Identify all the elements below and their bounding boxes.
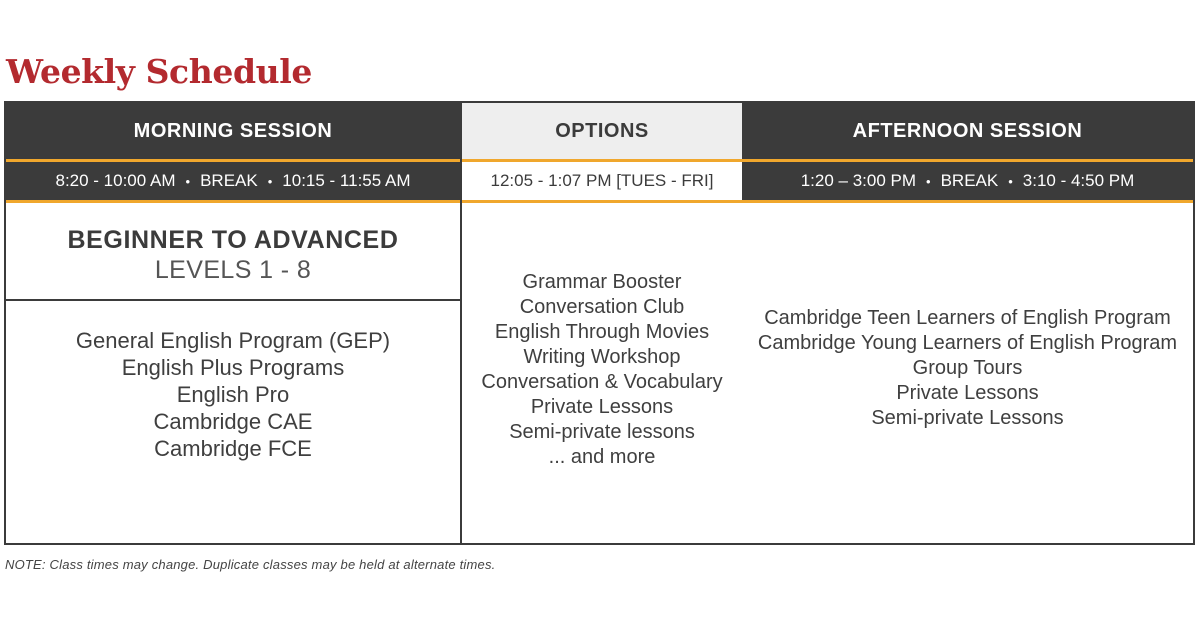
list-item: ... and more	[548, 446, 656, 468]
options-heading: OPTIONS	[462, 103, 742, 159]
list-item: Conversation Club	[519, 296, 685, 318]
schedule-note: NOTE: Class times may change. Duplicate classes may be held at alternate times.	[5, 557, 496, 572]
options-list	[481, 270, 722, 476]
list-item: English Plus Programs	[121, 355, 345, 380]
list-item: Cambridge Teen Learners of English Program	[764, 306, 1171, 329]
afternoon-time-1: 1:20 – 3:00 PM	[800, 171, 917, 190]
list-item: Semi-private Lessons	[871, 406, 1064, 429]
morning-time-2: 10:15 - 11:55 AM	[282, 171, 411, 190]
afternoon-body	[742, 203, 1193, 543]
list-item: Private Lessons	[896, 381, 1039, 404]
page-title: Weekly Schedule	[6, 52, 312, 91]
bullet-separator: •	[1008, 173, 1013, 189]
bullet-separator: •	[926, 173, 931, 189]
schedule-table	[4, 101, 1195, 545]
options-time: 12:05 - 1:07 PM [TUES - FRI]	[462, 162, 742, 200]
afternoon-program-list	[758, 306, 1177, 441]
list-item: Cambridge Young Learners of English Program	[757, 331, 1178, 354]
list-item: Cambridge FCE	[154, 436, 312, 461]
levels-title: BEGINNER TO ADVANCED	[67, 226, 399, 254]
options-body	[462, 203, 742, 543]
morning-column	[6, 103, 460, 543]
morning-break-label: BREAK	[200, 171, 258, 190]
morning-session-heading: MORNING SESSION	[6, 103, 460, 159]
afternoon-session-heading: AFTERNOON SESSION	[742, 103, 1193, 159]
afternoon-column	[742, 103, 1193, 543]
list-item: Conversation & Vocabulary	[481, 371, 723, 393]
afternoon-times	[742, 162, 1193, 200]
list-item: Writing Workshop	[523, 346, 681, 368]
options-column	[460, 103, 744, 543]
afternoon-break-label: BREAK	[940, 171, 999, 190]
morning-time-1: 8:20 - 10:00 AM	[55, 171, 176, 190]
afternoon-time-2: 3:10 - 4:50 PM	[1022, 171, 1135, 190]
list-item: English Through Movies	[494, 321, 710, 343]
list-item: English Pro	[176, 382, 290, 407]
levels-box	[6, 203, 460, 301]
list-item: General English Program (GEP)	[75, 328, 391, 353]
list-item: Semi-private lessons	[509, 421, 695, 443]
bullet-separator: •	[185, 173, 191, 189]
bullet-separator: •	[267, 173, 273, 189]
morning-times	[6, 162, 460, 200]
list-item: Private Lessons	[530, 396, 674, 418]
list-item: Cambridge CAE	[153, 409, 313, 434]
list-item: Group Tours	[912, 356, 1023, 379]
list-item: Grammar Booster	[522, 271, 682, 293]
morning-body	[6, 203, 460, 543]
morning-program-list	[6, 301, 460, 462]
levels-subtitle: LEVELS 1 - 8	[154, 256, 312, 284]
